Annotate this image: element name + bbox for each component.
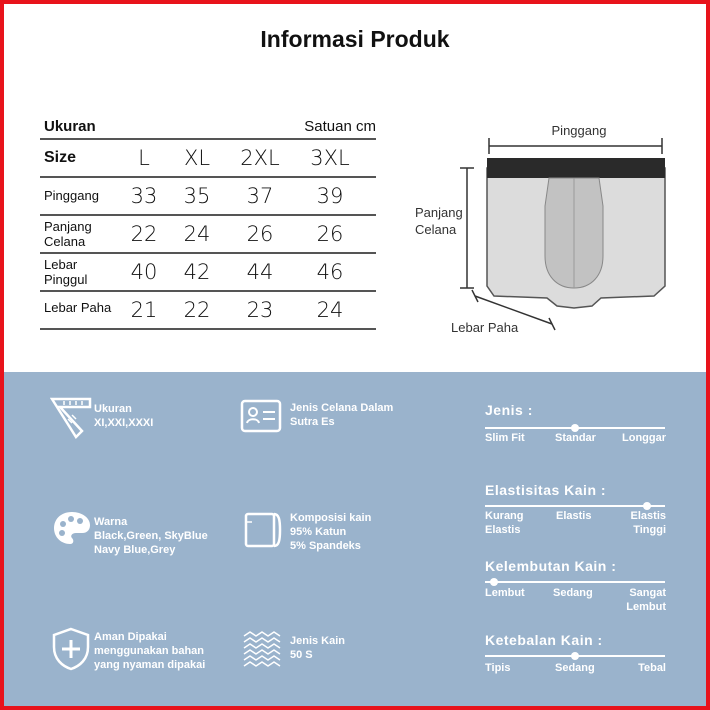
scale-label-right: Sangat Lembut: [626, 587, 666, 613]
feature-warna: [94, 515, 208, 557]
row-label-line: Pinggul: [44, 272, 88, 287]
table-cell: 24: [183, 222, 211, 246]
scale-marker: [490, 578, 498, 586]
table-cell: 35: [183, 184, 211, 208]
feature-jenis-kain: [290, 634, 345, 662]
scale-track: [485, 505, 665, 507]
scale-label-left: Lembut: [485, 587, 525, 599]
scale-label-right: Tebal: [638, 662, 666, 674]
lebar-paha-label: Lebar Paha: [451, 320, 519, 335]
size-xl: XL: [183, 146, 211, 170]
feature-value-line: menggunakan bahan: [94, 645, 205, 657]
row-label-line: Lebar: [44, 257, 78, 272]
shield-plus-icon: [50, 627, 92, 671]
scale-label-right: Longgar: [622, 432, 666, 444]
satuan-label: Satuan cm: [304, 118, 376, 135]
feature-value: 50 S: [290, 649, 313, 661]
feature-title: Aman Dipakai: [94, 631, 167, 643]
table-cell: 39: [316, 184, 344, 208]
feature-panel: [4, 372, 706, 710]
feature-title: Ukuran: [94, 403, 132, 415]
feature-title: Komposisi kain: [290, 512, 372, 524]
scale-label-left: Slim Fit: [485, 432, 525, 444]
feature-value-line: Navy Blue,Grey: [94, 544, 176, 556]
feature-aman: [94, 630, 205, 672]
feature-title: Warna: [94, 516, 128, 528]
ukuran-label: Ukuran: [44, 118, 96, 135]
pinggang-dimension: [489, 138, 662, 154]
feature-value: Sutra Es: [290, 416, 335, 428]
scale-label-mid: Elastis: [556, 510, 592, 522]
feature-title: Jenis Kain: [290, 635, 346, 647]
table-row: [40, 292, 376, 330]
table-row: [40, 178, 376, 216]
table-cell: 46: [316, 260, 344, 284]
feature-jenis-celana: [290, 401, 393, 429]
fabric-roll-icon: [242, 510, 282, 550]
row-label-line: Celana: [44, 234, 86, 249]
size-header: Size: [44, 149, 77, 166]
table-header-row: [40, 140, 376, 178]
scale-title: Ketebalan Kain :: [485, 632, 603, 648]
feature-value-line: 95% Katun: [290, 526, 347, 538]
panjang-label-line: Panjang: [415, 205, 463, 220]
feature-value: XI,XXI,XXXI: [94, 417, 154, 429]
scale-title: Jenis :: [485, 402, 533, 418]
palette-icon: [52, 510, 92, 546]
table-cell: 42: [183, 260, 211, 284]
pinggang-label: Pinggang: [551, 123, 607, 138]
size-l: L: [138, 146, 150, 170]
weave-icon: [242, 630, 284, 668]
scale-label-right: Elastis Tinggi: [630, 510, 666, 536]
scale-marker: [571, 652, 579, 660]
scale-label-mid: Sedang: [555, 662, 595, 674]
table-cell: 24: [316, 298, 344, 322]
scale-title: Elastisitas Kain :: [485, 482, 607, 498]
feature-title: Jenis Celana Dalam: [290, 402, 394, 414]
table-row: [40, 216, 376, 254]
scale-label-mid: Sedang: [553, 587, 593, 599]
table-cell: 23: [246, 298, 274, 322]
row-label: Lebar Paha: [44, 300, 112, 315]
ruler-triangle-icon: [50, 397, 92, 439]
feature-value-line: 5% Spandeks: [290, 540, 361, 552]
row-label: [44, 257, 87, 287]
table-cell: 22: [183, 298, 211, 322]
feature-komposisi: [290, 511, 371, 553]
table-cell: 26: [316, 222, 344, 246]
table-row: [40, 254, 376, 292]
table-cell: 26: [246, 222, 274, 246]
table-cell: 33: [130, 184, 158, 208]
id-card-icon: [240, 399, 282, 433]
table-cell: 40: [130, 260, 158, 284]
size-2xl: 2XL: [240, 146, 280, 170]
table-cell: 21: [130, 298, 158, 322]
scale-title: Kelembutan Kain :: [485, 558, 617, 574]
page-title: Informasi Produk: [260, 26, 450, 52]
table-cell: 22: [130, 222, 158, 246]
scale-label-mid: Standar: [555, 432, 596, 444]
panjang-dimension: [460, 168, 474, 288]
scale-label-left: Kurang Elastis: [485, 510, 524, 536]
panjang-label-line: Celana: [415, 222, 457, 237]
feature-ukuran: [94, 402, 153, 430]
size-3xl: 3XL: [310, 146, 350, 170]
feature-value-line: yang nyaman dipakai: [94, 659, 206, 671]
feature-value-line: Black,Green, SkyBlue: [94, 530, 208, 542]
scale-label-left: Tipis: [485, 662, 511, 674]
table-cell: 37: [246, 184, 274, 208]
waistband: [487, 158, 665, 178]
scale-track: [485, 581, 665, 583]
row-label-line: Panjang: [44, 219, 92, 234]
boxer-diagram: [409, 116, 699, 346]
row-label: Pinggang: [44, 188, 99, 203]
row-label: [44, 219, 92, 249]
table-cell: 44: [246, 260, 274, 284]
